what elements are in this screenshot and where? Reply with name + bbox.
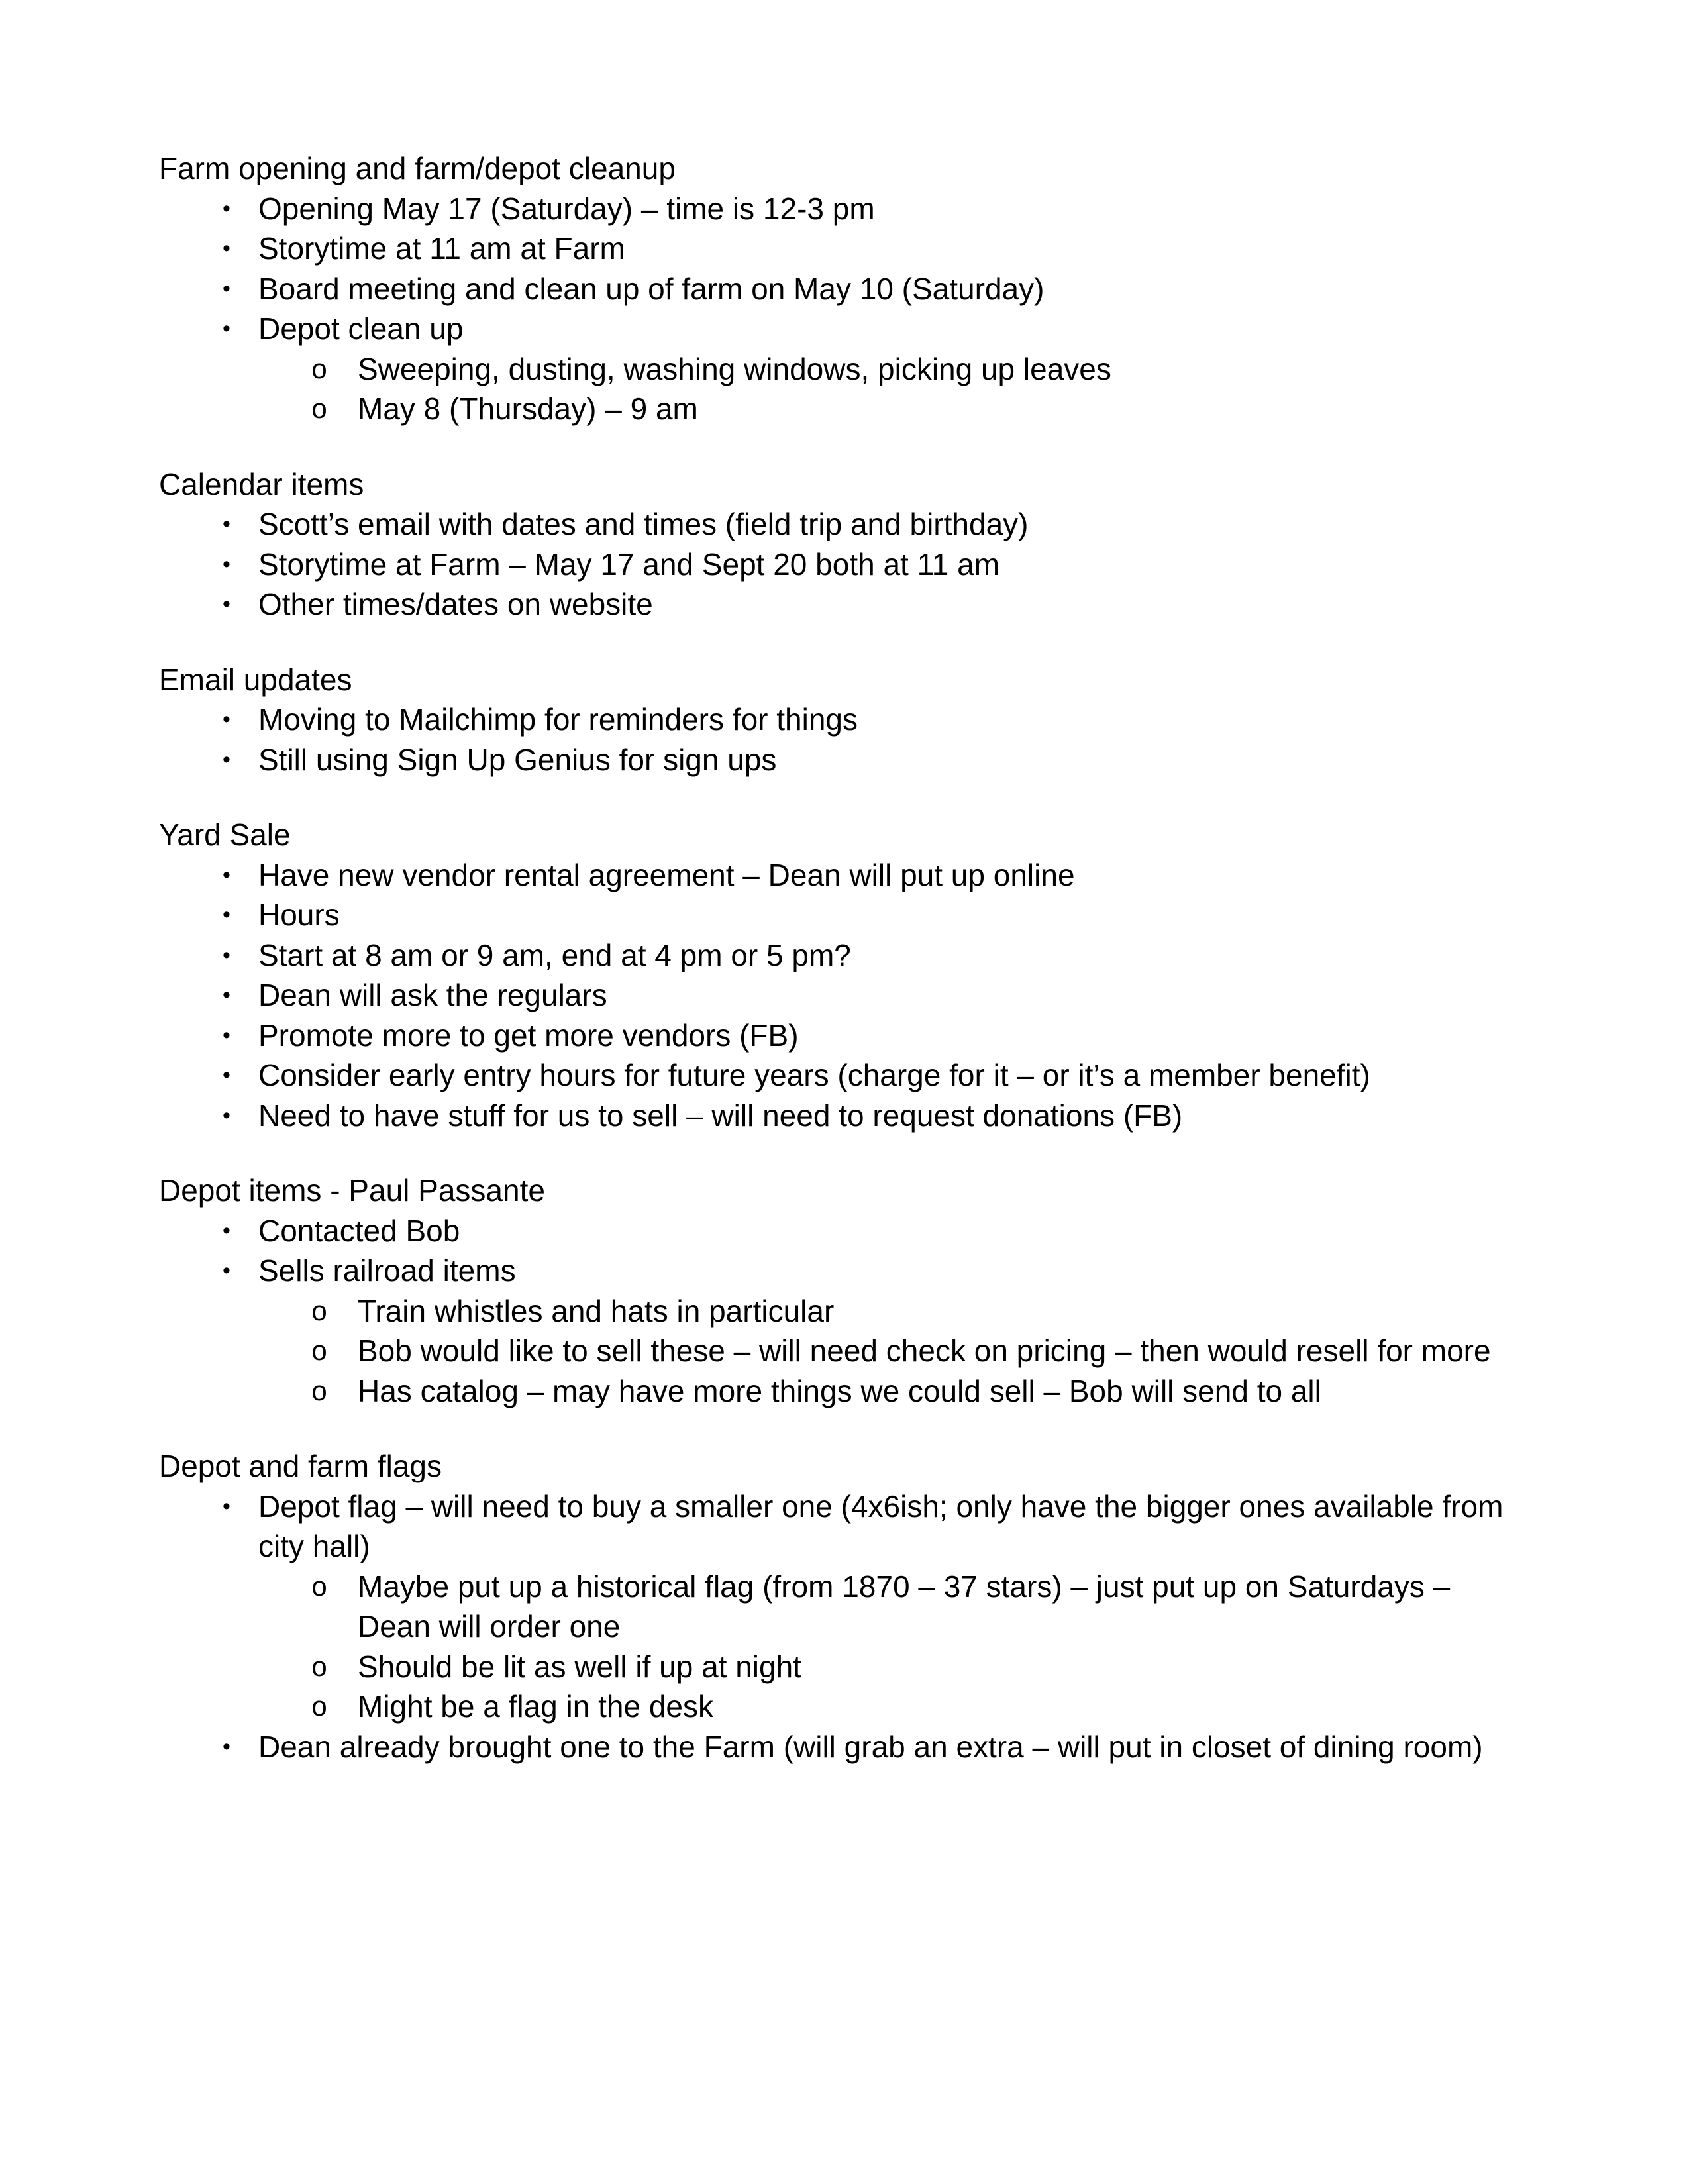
bullet-dot-icon: • — [223, 1493, 230, 1519]
bullet-circle-icon: o — [311, 1335, 327, 1366]
list-item-text: Hours — [258, 898, 340, 932]
sub-list-item-text: Should be lit as well if up at night — [358, 1649, 801, 1684]
sub-list-item — [311, 1647, 1530, 1687]
bullet-circle-icon: o — [311, 352, 327, 384]
list-item-text: Other times/dates on website — [258, 587, 653, 621]
list-item — [223, 189, 1530, 229]
bullet-dot-icon: • — [223, 1063, 230, 1088]
bullet-circle-icon: o — [311, 1294, 327, 1326]
bullet-dot-icon: • — [223, 195, 230, 221]
bullet-dot-icon: • — [223, 551, 230, 577]
list-item — [223, 1055, 1530, 1096]
sub-list-item — [311, 1371, 1530, 1412]
bullet-dot-icon: • — [223, 902, 230, 927]
list-item-text: Dean already brought one to the Farm (will grab an extra – will put in closet of dining room) — [258, 1729, 1483, 1764]
section — [159, 815, 1530, 1135]
list-item-text: Start at 8 am or 9 am, end at 4 pm or 5 pm? — [258, 937, 851, 972]
section — [159, 660, 1530, 780]
list-item — [223, 1486, 1530, 1727]
list-item — [223, 545, 1530, 585]
list-item — [223, 895, 1530, 935]
bullet-list — [159, 1486, 1530, 1767]
list-item — [223, 975, 1530, 1015]
sub-list-item-text: Train whistles and hats in particular — [358, 1293, 835, 1328]
bullet-dot-icon: • — [223, 276, 230, 301]
section-title: Calendar items — [159, 466, 364, 501]
sub-bullet-list — [258, 349, 1530, 429]
list-item — [223, 309, 1530, 429]
list-item — [223, 1727, 1530, 1767]
list-item — [223, 584, 1530, 625]
list-item-text: Consider early entry hours for future years (charge for it – or it’s a member benefit) — [258, 1058, 1370, 1092]
list-item-text: Dean will ask the regulars — [258, 978, 607, 1012]
list-item-text: Scott’s email with dates and times (field trip and birthday) — [258, 507, 1029, 541]
bullet-dot-icon: • — [223, 592, 230, 617]
bullet-list — [159, 855, 1530, 1136]
section — [159, 464, 1530, 625]
list-item-text: Depot clean up — [258, 311, 464, 346]
section — [159, 1446, 1530, 1767]
list-item — [223, 269, 1530, 309]
sub-list-item-text: Sweeping, dusting, washing windows, picking up leaves — [358, 351, 1111, 386]
section-title: Yard Sale — [159, 817, 291, 852]
bullet-list — [159, 189, 1530, 429]
bullet-dot-icon: • — [223, 316, 230, 341]
list-item-text: Depot flag – will need to buy a smaller one (4x6ish; only have the bigger ones available from city hall) — [258, 1488, 1504, 1563]
list-item-text: Storytime at Farm – May 17 and Sept 20 both at 11 am — [258, 546, 1000, 582]
bullet-dot-icon: • — [223, 982, 230, 1008]
sub-list-item — [311, 1567, 1530, 1647]
list-item-text: Promote more to get more vendors (FB) — [258, 1017, 799, 1053]
list-item-text: Storytime at 11 am at Farm — [258, 231, 625, 266]
list-item — [223, 229, 1530, 269]
sub-list-item — [311, 1331, 1530, 1371]
list-item — [223, 504, 1530, 545]
bullet-dot-icon: • — [223, 942, 230, 968]
list-item — [223, 740, 1530, 780]
bullet-dot-icon: • — [223, 747, 230, 772]
sub-list-item-text: Has catalog – may have more things we could sell – Bob will send to all — [358, 1373, 1321, 1408]
bullet-list — [159, 504, 1530, 625]
sub-bullet-list — [258, 1291, 1530, 1412]
bullet-dot-icon: • — [223, 1734, 230, 1759]
sub-list-item-text: May 8 (Thursday) – 9 am — [358, 391, 698, 426]
list-item-text: Still using Sign Up Genius for sign ups — [258, 742, 777, 777]
bullet-list — [159, 1211, 1530, 1412]
bullet-circle-icon: o — [311, 1375, 327, 1406]
bullet-list — [159, 700, 1530, 780]
list-item — [223, 1251, 1530, 1411]
bullet-circle-icon: o — [311, 393, 327, 424]
bullet-circle-icon: o — [311, 1650, 327, 1682]
list-item-text: Need to have stuff for us to sell – will need to request donations (FB) — [258, 1098, 1183, 1133]
section — [159, 148, 1530, 429]
bullet-circle-icon: o — [311, 1570, 327, 1602]
bullet-dot-icon: • — [223, 707, 230, 732]
bullet-dot-icon: • — [223, 1218, 230, 1243]
section-title: Farm opening and farm/depot cleanup — [159, 151, 676, 185]
list-item-text: Sells railroad items — [258, 1253, 516, 1288]
list-item — [223, 1211, 1530, 1251]
bullet-dot-icon: • — [223, 1258, 230, 1283]
sub-list-item-text: Might be a flag in the desk — [358, 1689, 713, 1724]
document-page — [159, 148, 1530, 1802]
section-title: Email updates — [159, 662, 352, 697]
sub-list-item — [311, 349, 1530, 390]
list-item — [223, 1015, 1530, 1056]
sub-list-item — [311, 1291, 1530, 1331]
sub-list-item — [311, 389, 1530, 429]
list-item — [223, 700, 1530, 740]
bullet-dot-icon: • — [223, 1022, 230, 1048]
list-item — [223, 855, 1530, 896]
list-item-text: Board meeting and clean up of farm on May 10 (Saturday) — [258, 271, 1045, 306]
section — [159, 1170, 1530, 1411]
section-title: Depot and farm flags — [159, 1449, 442, 1483]
bullet-dot-icon: • — [223, 236, 230, 261]
list-item — [223, 1096, 1530, 1136]
sub-list-item-text: Maybe put up a historical flag (from 1870 – 37 stars) – just put up on Saturdays – Dean will order one — [358, 1569, 1451, 1643]
list-item — [223, 935, 1530, 976]
bullet-dot-icon: • — [223, 862, 230, 888]
sub-list-item-text: Bob would like to sell these – will need check on pricing – then would resell for more — [358, 1333, 1491, 1368]
sub-bullet-list — [258, 1567, 1530, 1727]
list-item-text: Opening May 17 (Saturday) – time is 12-3 pm — [258, 191, 875, 226]
list-item-text: Contacted Bob — [258, 1213, 460, 1248]
list-item-text: Have new vendor rental agreement – Dean will put up online — [258, 857, 1075, 892]
sub-list-item — [311, 1687, 1530, 1727]
bullet-dot-icon: • — [223, 1102, 230, 1128]
list-item-text: Moving to Mailchimp for reminders for things — [258, 702, 858, 737]
bullet-circle-icon: o — [311, 1690, 327, 1722]
section-title: Depot items - Paul Passante — [159, 1173, 545, 1208]
bullet-dot-icon: • — [223, 511, 230, 537]
